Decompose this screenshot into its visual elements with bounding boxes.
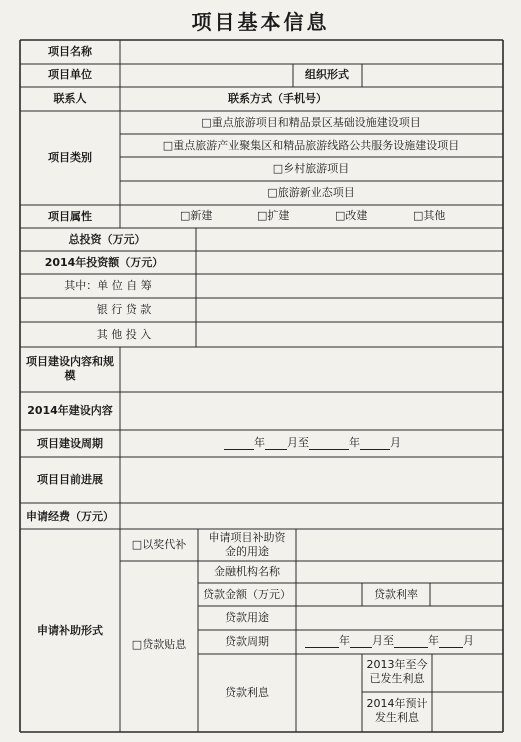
content-2014-field[interactable]: [121, 393, 502, 429]
requested-funds-field[interactable]: [121, 504, 502, 528]
subsidy-use-field[interactable]: [297, 530, 502, 560]
label-requested-funds: 申请经费（万元）: [26, 510, 114, 523]
label-interest-2014: 2014年预计发生利息: [366, 697, 428, 724]
label-subsidy-form: 申请补助形式: [37, 624, 103, 637]
label-institution-name: 金融机构名称: [214, 565, 280, 578]
checkbox-interest-subsidy[interactable]: □贷款贴息: [131, 638, 187, 651]
label-project-name: 项目名称: [48, 45, 92, 58]
label-contact-phone: 联系方式（手机号）: [228, 92, 327, 105]
attribute-new[interactable]: □新建: [180, 209, 213, 222]
attribute-renovate[interactable]: □改建: [335, 209, 368, 222]
label-content-scale: 项目建设内容和规模: [26, 355, 114, 382]
label-loan-period: 贷款周期: [225, 635, 269, 648]
label-subsidy-use: 申请项目补助资金的用途: [208, 531, 286, 558]
label-loan-amount: 贷款金额（万元）: [203, 588, 291, 601]
current-progress-field[interactable]: [121, 458, 502, 502]
label-project-category: 项目类别: [48, 151, 92, 164]
attribute-other[interactable]: □其他: [413, 209, 446, 222]
label-bank-loan: 银 行 贷 款: [96, 303, 152, 316]
label-loan-use: 贷款用途: [225, 611, 269, 624]
loan-amount-field[interactable]: [297, 584, 361, 605]
label-contact-person: 联系人: [53, 92, 87, 105]
label-loan-interest: 贷款利息: [225, 686, 269, 699]
page-title: 项目基本信息: [191, 10, 330, 34]
loan-rate-field[interactable]: [431, 584, 502, 605]
project-unit-field[interactable]: [121, 65, 292, 86]
label-content-2014: 2014年建设内容: [27, 404, 113, 417]
org-form-field[interactable]: [363, 65, 502, 86]
checkbox-award-in-lieu[interactable]: □以奖代补: [131, 538, 187, 551]
construction-period-dates[interactable]: 年 月至 年 月: [224, 436, 401, 450]
category-option-2[interactable]: □重点旅游产业聚集区和精品旅游线路公共服务设施建设项目: [162, 139, 460, 152]
label-other-investment: 其 他 投 入: [96, 328, 152, 341]
label-self-raised: 其中：单 位 自 筹: [64, 279, 152, 292]
interest-2013-field[interactable]: [433, 655, 502, 691]
label-loan-rate: 贷款利率: [374, 588, 418, 601]
category-option-1[interactable]: □重点旅游项目和精品景区基础设施建设项目: [201, 116, 421, 129]
category-option-3[interactable]: □乡村旅游项目: [272, 162, 350, 175]
label-project-attribute: 项目属性: [48, 210, 92, 223]
investment-values-field[interactable]: [197, 229, 502, 346]
label-total-investment: 总投资（万元）: [68, 233, 146, 246]
label-investment-2014: 2014年投资额（万元）: [44, 256, 164, 269]
institution-name-field[interactable]: [297, 562, 502, 582]
label-construction-period: 项目建设周期: [37, 437, 103, 450]
content-scale-field[interactable]: [121, 348, 502, 391]
label-interest-2013: 2013年至今已发生利息: [366, 658, 428, 685]
loan-period-dates[interactable]: 年 月至 年 月: [305, 634, 474, 648]
project-name-field[interactable]: [121, 41, 502, 63]
loan-use-field[interactable]: [297, 607, 502, 629]
label-current-progress: 项目目前进展: [37, 473, 103, 486]
label-org-form: 组织形式: [305, 68, 349, 81]
category-option-4[interactable]: □旅游新业态项目: [267, 186, 355, 199]
interest-2014-field[interactable]: [433, 693, 502, 731]
label-project-unit: 项目单位: [48, 68, 92, 81]
attribute-expand[interactable]: □扩建: [257, 209, 290, 222]
